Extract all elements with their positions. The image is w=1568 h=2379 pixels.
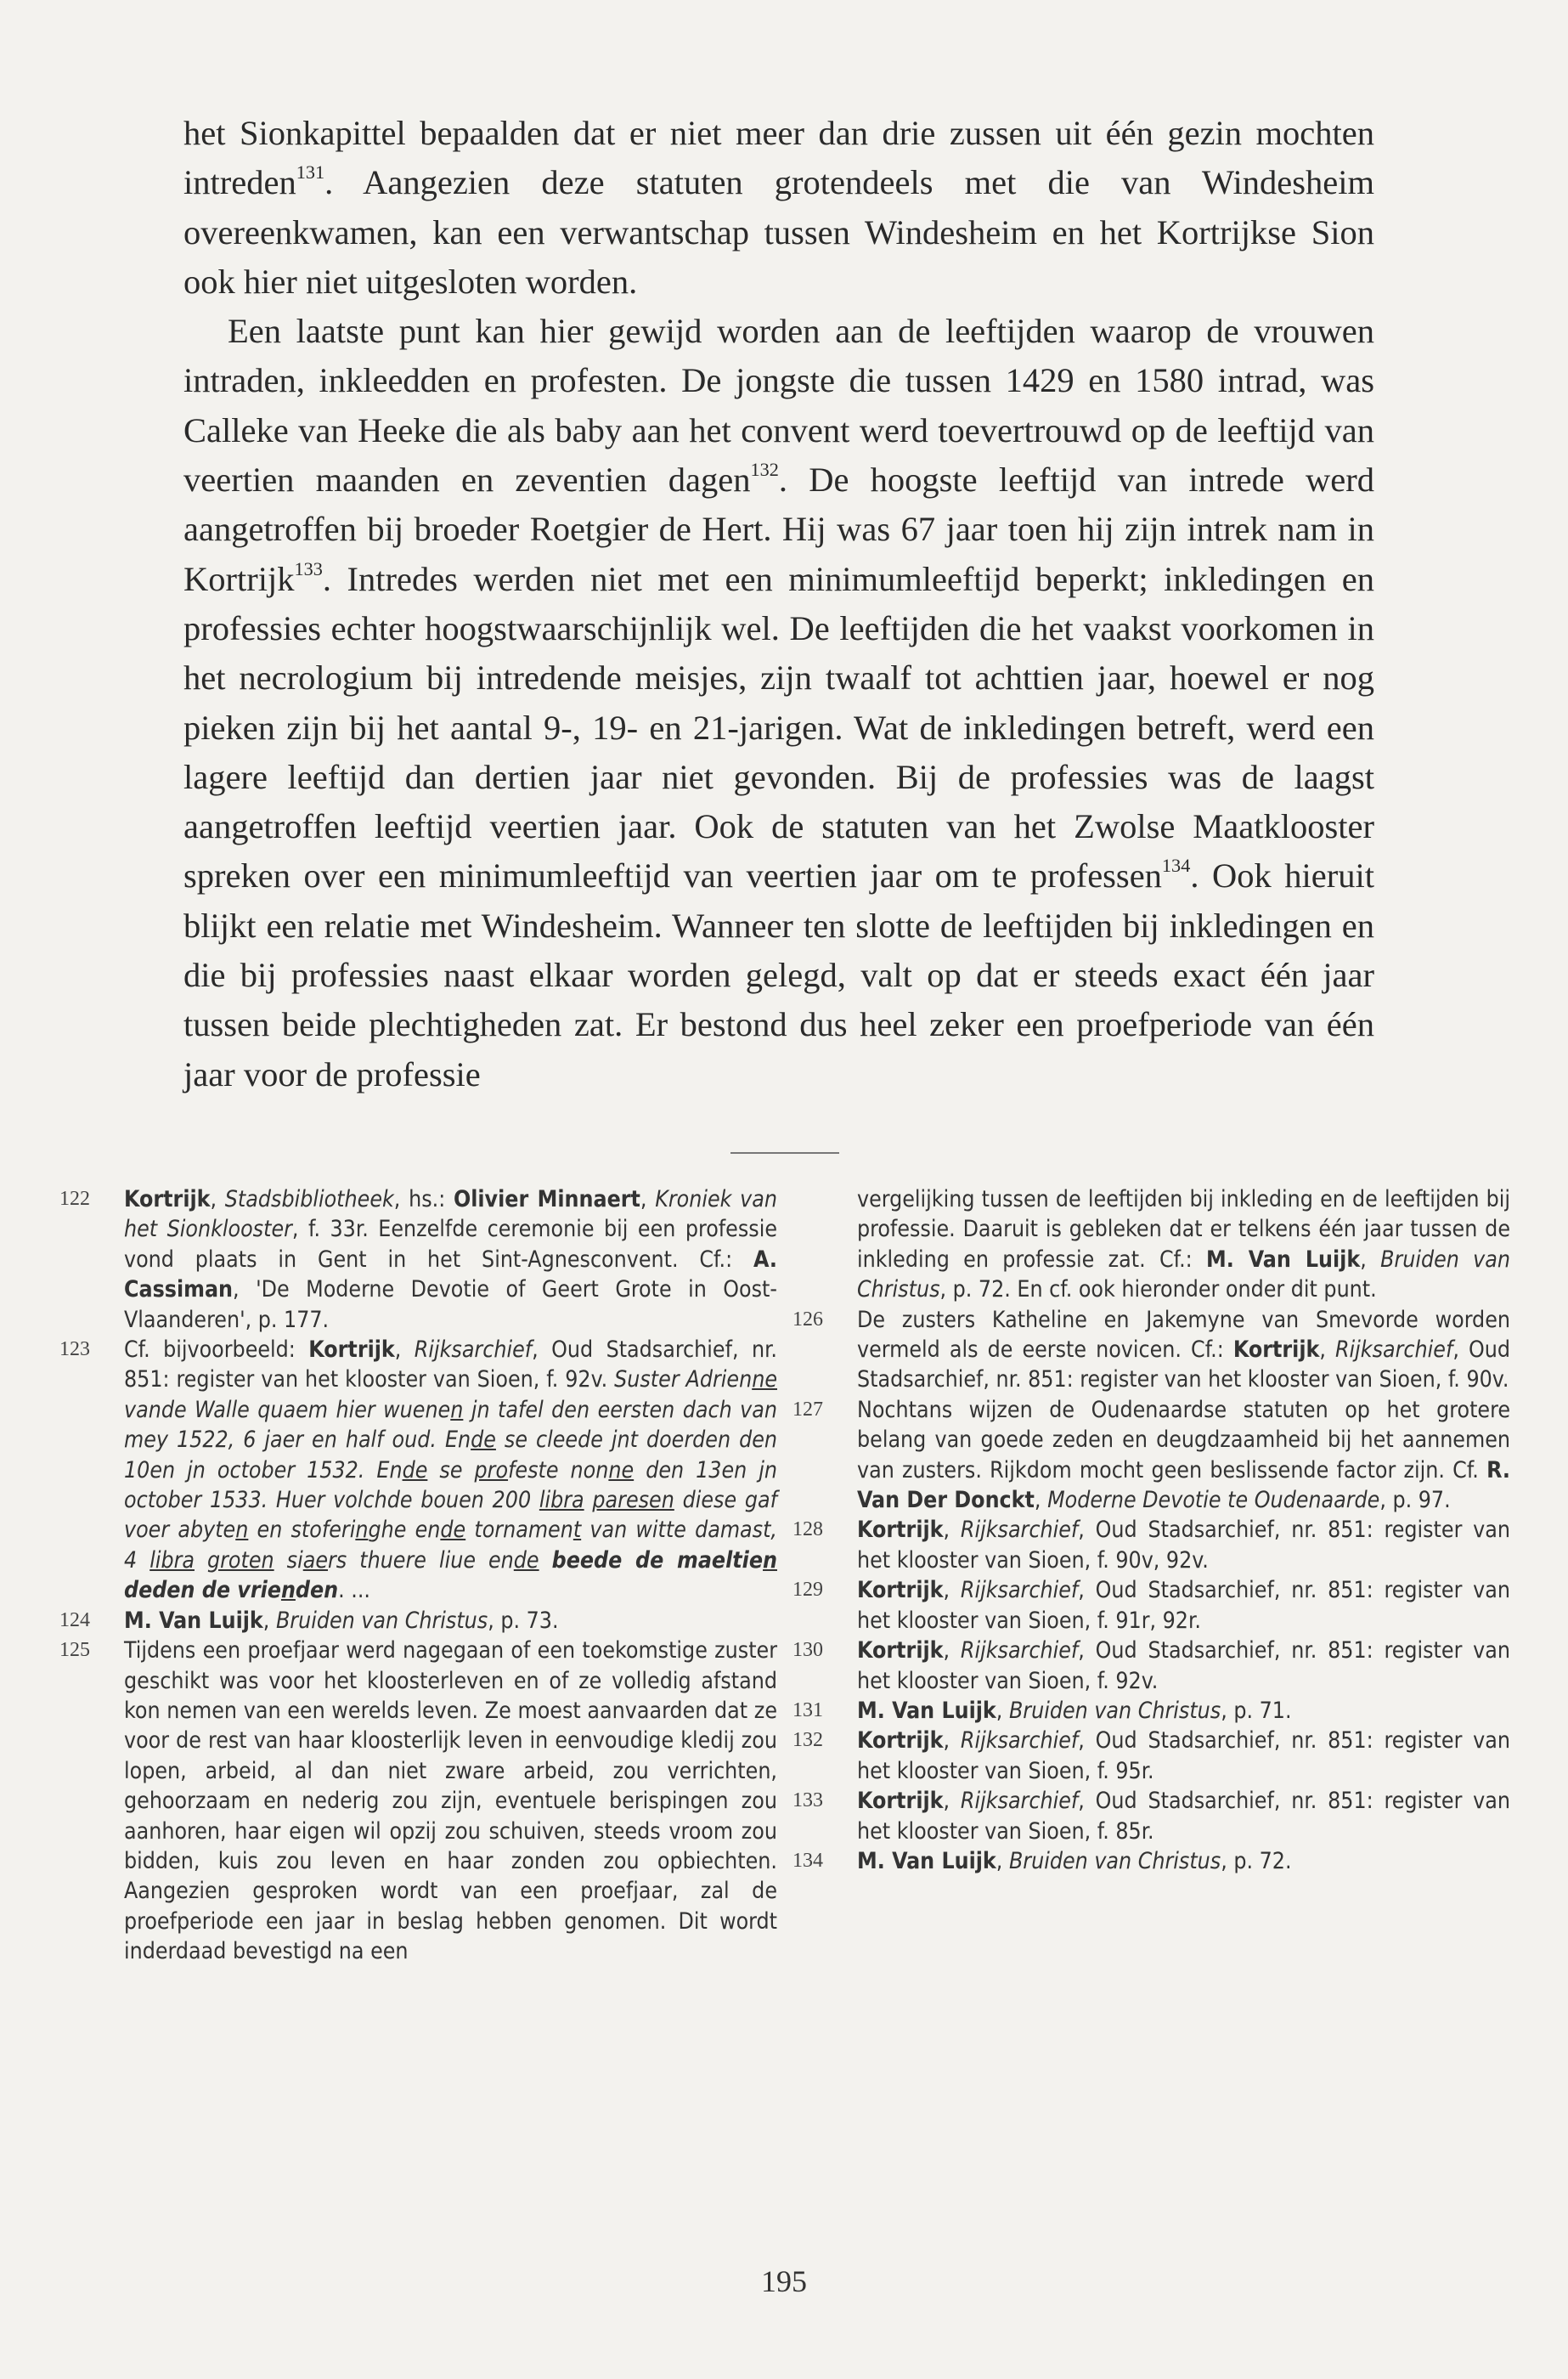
text-run: jn tafel den eersten dach van mey 1522, 6 jaer en half oud. En: [124, 1396, 778, 1454]
text-run: , p. 73.: [488, 1607, 559, 1634]
text-run: Tijdens een proefjaar werd nagegaan of een toekomstige zuster geschikt was voor het kloosterleven en of ze volledig afstand kon nemen van een werelds leven. Ze moest aanvaarden dat ze voor de rest van haar kloosterlijk leven in eenvoudige kledij zou lopen, arbeid, al dan niet zware arbeid, zou verrichten, gehoorzaam en nederig zou zijn, eventuele berispingen zou aanhoren, haar eigen wil opzij zou schuiven, steeds vroom zou bidden, kuis zou leven en haar zonden zou opbiechten. Aangezien gesproken wordt van een proefjaar, zal de proefperiode een jaar in beslag hebben genomen. Dit wordt inderdaad bevestigd na een: [124, 1637, 777, 1965]
body-paragraph: [183, 109, 1374, 307]
text-run: ,: [943, 1577, 961, 1604]
footnote-number: 127: [792, 1398, 823, 1421]
text-run: Cf. bijvoorbeeld:: [124, 1336, 309, 1364]
footnote-number: 124: [59, 1608, 90, 1631]
text-run: de: [440, 1517, 466, 1544]
text-run: den: [295, 1577, 339, 1604]
text-run: Rijksarchief: [960, 1637, 1079, 1664]
footnote: [792, 1515, 1510, 1575]
text-run: R. Van Der Donckt: [857, 1456, 1510, 1514]
text-run: , p. 97.: [1379, 1487, 1451, 1514]
text-run: Kortrijk: [124, 1186, 211, 1212]
text-run: Rijksarchief: [960, 1727, 1079, 1755]
text-run: ,: [1034, 1487, 1048, 1514]
text-run: paresen: [592, 1487, 674, 1514]
text-run: en stoferi: [248, 1517, 356, 1544]
text-run: Rijksarchief: [414, 1336, 533, 1364]
text-run: t: [572, 1517, 582, 1544]
text-run: . Intredes werden niet met een minimumleeftijd beperkt; inkledingen en professies echter hoogstwaarschijnlijk wel. De leeftijden die het vaakst voorkomen in het necrologium bij intredende meisjes, zijn twaalf tot achttien jaar, hoewel er nog pieken zijn bij het aantal 9-, 19- en 21-jarigen. Wat de inkledingen betreft, werd een lagere leeftijd dan dertien jaar niet gevonden. Bij de professies was de laagst aangetroffen leeftijd veertien jaar. Ook de statuten van het Zwolse Maatklooster spreken over een minimumleeftijd van veertien jaar om te professen: [183, 559, 1374, 896]
text-run: n: [763, 1546, 777, 1574]
footnote: [59, 1606, 777, 1636]
text-run: ,: [394, 1336, 415, 1364]
footnote-number: 130: [792, 1639, 823, 1662]
text-run: tornamen: [465, 1517, 573, 1544]
footnote: [792, 1184, 1510, 1305]
footnote-number: 133: [792, 1789, 823, 1812]
footnote: [59, 1636, 777, 1966]
text-run: Rijksarchief: [960, 1517, 1079, 1544]
page-number: 195: [761, 2264, 807, 2298]
footnote-number: 126: [792, 1308, 823, 1331]
text-run: Kortrijk: [857, 1637, 944, 1664]
footnote-reference: 133: [294, 557, 323, 579]
footnote-number: 123: [59, 1338, 90, 1361]
footnote: [59, 1184, 777, 1335]
text-run: [274, 1547, 287, 1574]
text-run: , p. 72.: [1221, 1847, 1292, 1874]
text-run: , hs.:: [393, 1186, 454, 1212]
text-run: ,: [943, 1727, 961, 1755]
footnote-separator: [730, 1152, 839, 1154]
text-run: ,: [996, 1697, 1009, 1724]
footnote: [792, 1305, 1510, 1395]
footnote-number: 134: [792, 1849, 823, 1872]
text-run: M. Van Luijk: [124, 1607, 263, 1634]
text-run: libra: [149, 1546, 195, 1574]
text-run: [584, 1487, 593, 1513]
text-run: M. Van Luijk: [857, 1847, 996, 1874]
text-run: Kroniek van het Sionklooster: [124, 1186, 777, 1243]
text-run: ,: [943, 1517, 961, 1544]
text-run: Kortrijk: [857, 1517, 944, 1544]
text-run: pro: [474, 1456, 509, 1483]
text-run: A. Cassiman: [124, 1246, 777, 1303]
text-run: beede de maeltie: [551, 1546, 763, 1574]
text-run: Bruiden van Christus: [275, 1607, 488, 1634]
text-run: ae: [302, 1546, 329, 1574]
footnote: [792, 1696, 1510, 1726]
text-run: diese gaf voer abyte: [124, 1487, 777, 1544]
footnote: [59, 1335, 777, 1606]
text-run: Suster Adrien: [614, 1366, 753, 1393]
text-run: ,: [1319, 1336, 1335, 1364]
footnote-number: 122: [59, 1188, 90, 1210]
footnote: [792, 1575, 1510, 1636]
text-run: vergelijking tussen de leeftijden bij inkleding en de leeftijden bij professie. Daaruit is gebleken dat er telkens één jaar tussen de inkleding en professie zat. Cf.:: [857, 1186, 1510, 1273]
text-run: de: [471, 1427, 496, 1454]
text-run: De zusters Katheline en Jakemyne van Smevorde worden vermeld als de eerste novicen. Cf.:: [857, 1306, 1510, 1364]
text-run: n: [235, 1517, 249, 1544]
body-text: [183, 109, 1374, 1099]
text-run: , f. 33r. Eenzelfde ceremonie bij een professie vond plaats in Gent in het Sint-Agnesconvent. Cf.:: [124, 1216, 777, 1273]
text-run: ne: [608, 1456, 635, 1483]
text-run: Rijksarchief: [960, 1788, 1079, 1815]
text-run: den 13en jn october 1533. Huer volchde bouen 200: [124, 1456, 778, 1514]
text-run: , Oud Stadsarchief, nr. 851: register van het klooster van Sioen, f. 92v.: [857, 1637, 1511, 1694]
footnotes-right-column: [792, 1184, 1510, 1876]
footnote: [792, 1636, 1510, 1696]
text-run: Rijksarchief: [960, 1577, 1079, 1604]
footnote-reference: 134: [1161, 855, 1191, 877]
text-run: groten: [207, 1546, 274, 1574]
text-run: . De hoogste leeftijd van intrede werd aangetroffen bij broeder Roetgier de Hert. Hij was 67 jaar toen hij zijn intrek nam in Kortrijk: [183, 461, 1374, 598]
text-run: het Sionkapittel bepaalden dat er niet meer dan drie zussen uit één gezin mochten intreden: [183, 114, 1374, 202]
text-run: Kortrijk: [857, 1577, 944, 1604]
footnote-number: 129: [792, 1579, 823, 1602]
text-run: ,: [210, 1186, 225, 1212]
text-run: , Oud Stadsarchief, nr. 851: register van het klooster van Sioen, f. 90v.: [857, 1336, 1510, 1393]
text-run: . Aangezien deze statuten grotendeels met die van Windesheim overeenkwamen, kan een verwantschap tussen Windesheim en het Kortrijkse Sion ook hier niet uitgesloten worden.: [183, 163, 1374, 301]
text-run: ,: [943, 1788, 961, 1815]
footnote-number: 128: [792, 1518, 823, 1541]
text-run: Rijksarchief: [1334, 1336, 1453, 1364]
text-run: ,: [996, 1847, 1009, 1874]
footnote-number: 132: [792, 1729, 823, 1752]
text-run: Kortrijk: [857, 1788, 944, 1815]
text-run: , Oud Stadsarchief, nr. 851: register van het klooster van Sioen, f. 85r.: [857, 1788, 1511, 1845]
text-run: si: [286, 1546, 303, 1574]
text-run: ,: [262, 1607, 276, 1634]
text-run: feste non: [508, 1456, 609, 1483]
text-run: ghe en: [368, 1517, 441, 1544]
text-run: Kortrijk: [857, 1727, 944, 1755]
footnote-number: 125: [59, 1639, 90, 1662]
text-run: Moderne Devotie te Oudenaarde: [1047, 1487, 1380, 1514]
text-run: , p. 72. En cf. ook hieronder onder dit punt.: [939, 1276, 1377, 1303]
text-run: deden de vrie: [124, 1577, 281, 1604]
text-run: ,: [1360, 1246, 1381, 1273]
text-run: [539, 1547, 552, 1574]
text-run: Nochtans wijzen de Oudenaardse statuten op het grotere belang van goede zeden en deugdzaamheid bij het aannemen van zusters. Rijkdom mocht geen beslissende factor zijn. Cf.: [857, 1396, 1510, 1483]
footnote-number: 131: [792, 1698, 823, 1721]
text-run: Kortrijk: [1232, 1336, 1320, 1364]
text-run: M. Van Luijk: [857, 1697, 996, 1724]
text-run: rs thuere liue en: [328, 1546, 514, 1574]
text-run: Olivier Minnaert: [453, 1186, 640, 1212]
text-run: se: [427, 1456, 475, 1483]
text-run: . ...: [338, 1577, 370, 1604]
text-run: n: [450, 1396, 464, 1423]
text-run: , Oud Stadsarchief, nr. 851: register van het klooster van Sioen, f. 91r, 92r.: [857, 1577, 1511, 1634]
text-run: libra: [539, 1487, 584, 1514]
footnote: [792, 1846, 1510, 1876]
text-run: de: [402, 1456, 428, 1483]
text-run: Kortrijk: [308, 1336, 395, 1364]
footnotes-left-column: [59, 1184, 777, 1967]
footnote: [792, 1726, 1510, 1786]
body-paragraph: [183, 307, 1374, 1099]
text-run: , 'De Moderne Devotie of Geert Grote in Oost-Vlaanderen', p. 177.: [124, 1276, 777, 1333]
text-run: M. Van Luijk: [1205, 1246, 1361, 1273]
text-run: Bruiden van Christus: [1008, 1697, 1221, 1724]
text-run: , Oud Stadsarchief, nr. 851: register van het klooster van Sioen, f. 95r.: [857, 1727, 1511, 1784]
text-run: se cleede jnt doerden den 10en jn october 1532. En: [124, 1427, 777, 1483]
text-run: de: [513, 1546, 539, 1574]
text-run: ,: [640, 1186, 656, 1212]
text-run: ,: [943, 1637, 961, 1664]
text-run: van witte damast, 4: [124, 1517, 777, 1574]
text-run: , Oud Stadsarchief, nr. 851: register van het klooster van Sioen, f. 90v, 92v.: [857, 1517, 1511, 1574]
text-run: Bruiden van Christus: [857, 1246, 1510, 1303]
text-run: n: [280, 1577, 296, 1604]
text-run: . Ook hieruit blijkt een relatie met Windesheim. Wanneer ten slotte de leeftijden bij inkledingen en die bij professies naast elkaar worden gelegd, valt op dat er steeds exact één jaar tussen beide plechtigheden zat. Er bestond dus heel zeker een proefperiode van één jaar voor de professie: [183, 856, 1374, 1093]
text-run: , p. 71.: [1221, 1697, 1292, 1724]
text-run: Stadsbibliotheek: [224, 1186, 394, 1212]
text-run: Bruiden van Christus: [1008, 1847, 1221, 1874]
footnote: [792, 1786, 1510, 1846]
text-run: Een laatste punt kan hier gewijd worden aan de leeftijden waarop de vrouwen intraden, inkleedden en profesten. De jongste die tussen 1429 en 1580 intrad, was Calleke van Heeke die als baby aan het convent werd toevertrouwd op de leeftijd van veertien maanden en zeventien dagen: [183, 312, 1374, 500]
footnote-reference: 132: [750, 459, 779, 481]
footnote-reference: 131: [296, 161, 325, 184]
footnote: [792, 1395, 1510, 1516]
text-run: n: [355, 1517, 369, 1544]
text-run: [195, 1547, 207, 1574]
text-run: ne: [752, 1366, 777, 1393]
text-run: vande Walle quaem hier wuene: [124, 1396, 451, 1423]
text-run: , Oud Stadsarchief, nr. 851: register van het klooster van Sioen, f. 92v.: [124, 1336, 777, 1393]
